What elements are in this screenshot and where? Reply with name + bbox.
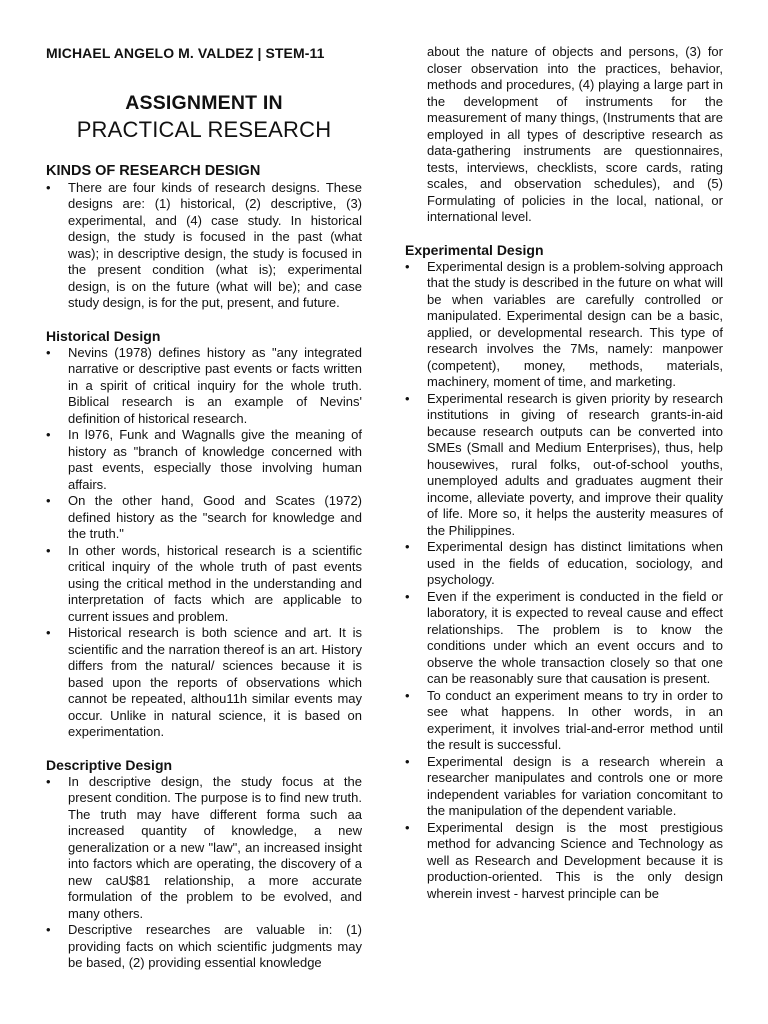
list-item: • Experimental design is a problem-solving approach that the study is described in the future on what will be when variables are carefully controlled or manipulated. Experimental design can be a basic, applied, or developmental research. This type of research involves the 7Ms, namely: manpower (competent), money, methods, materials, machinery, moment of time, and marketing. <box>405 259 723 391</box>
list-item: • Historical research is both science and art. It is scientific and the narration thereof is an art. History differs from the natural/ sciences because it is based upon the reports of observations which cannot be repeated, althou11h similar events may occur. Unlike in natural science, it is based on experimentation. <box>46 625 362 741</box>
descriptive-list <box>46 774 362 972</box>
list-item: • There are four kinds of research designs. These designs are: (1) historical, (2) descriptive, (3) experimental, and (4) case study. In historical design, the study is focused in the past (what was); in descriptive design, the study is focused in the present condition (what is); experimental design, is on the future (what will be); and case study design, is for the put, present, and future. <box>46 180 362 312</box>
descriptive-continuation: about the nature of objects and persons, (3) for closer observation into the practices, behavior, methods and procedures, (4) playing a large part in the development of instruments for the measurement of many things, (Instruments that are employed in all types of descriptive research as data-gathering instruments are questionnaires, tests, interviews, checklists, score cards, rating scales, and observation schedules), and (5) Formulating of policies in the local, national, or international level. <box>427 44 723 224</box>
left-body <box>46 163 362 972</box>
list-item: • Experimental design has distinct limitations when used in the fields of education, sociology, and psychology. <box>405 539 723 589</box>
list-item: • Nevins (1978) defines history as "any integrated narrative or descriptive past events or facts written in a spirit of critical inquiry for the whole truth. Biblical research is an example of Nevins' definition of historical research. <box>46 345 362 428</box>
kinds-list <box>46 180 362 312</box>
list-item: • To conduct an experiment means to try in order to see what happens. In other words, in an experiment, it involves trial-and-error method until the result is successful. <box>405 688 723 754</box>
list-item: • Even if the experiment is conducted in the field or laboratory, it is expected to reveal cause and effect relationships. The problem is to know the conditions under which an event occurs and to observe the whole transaction closely so that one can be reasonably sure that causation is present. <box>405 589 723 688</box>
page-title: ASSIGNMENT IN <box>125 92 283 114</box>
right-body <box>405 44 723 902</box>
list-item: • In descriptive design, the study focus at the present condition. The purpose is to find new truth. The truth may have different forma such aa increased quantity of knowledge, a new generalization or a new "law", an increased insight into factors which are operating, the discovery of a new caU$81 relationship, a more accurate formulation of the problem to be evolved, and many others. <box>46 774 362 923</box>
list-item: • On the other hand, Good and Scates (1972) defined history as the "search for knowledge and the truth." <box>46 493 362 543</box>
list-item: • Experimental design is the most prestigious method for advancing Science and Technology as well as Research and Development because it is production-oriented. This is the only design wherein invest - harvest principle can be <box>405 820 723 903</box>
author-line: MICHAEL ANGELO M. VALDEZ | STEM-11 <box>46 45 325 61</box>
experimental-list <box>405 259 723 903</box>
section-heading-historical: Historical Design <box>46 328 161 344</box>
list-item: • Descriptive researches are valuable in: (1) providing facts on which scientific judgments may be based, (2) providing essential knowledge <box>46 922 362 972</box>
page-subtitle: PRACTICAL RESEARCH <box>76 117 332 142</box>
list-item: • Experimental design is a research wherein a researcher manipulates and controls one or more independent variables for variation concomitant to the manipulation of the dependent variable. <box>405 754 723 820</box>
section-heading-experimental: Experimental Design <box>405 242 544 258</box>
section-heading-kinds: KINDS OF RESEARCH DESIGN <box>46 163 261 179</box>
historical-list <box>46 345 362 741</box>
section-heading-descriptive: Descriptive Design <box>46 757 173 773</box>
list-item: • Experimental research is given priority by research institutions in giving of research grants-in-aid because research outputs can be converted into SMEs (Small and Medium Enterprises), thus, help housewives, rural folks, out-of-school youths, unemployed adults and graduates augment their income, alleviate poverty, and improve their quality of life. More so, it helps the austerity measures of the Philippines. <box>405 391 723 540</box>
list-item: • In other words, historical research is a scientific critical inquiry of the whole truth of past events using the critical method in the understanding and interpretation of facts which are applicable to current issues and problem. <box>46 543 362 626</box>
list-item: • In l976, Funk and Wagnalls give the meaning of history as "branch of knowledge concerned with past events, especially those involving human affairs. <box>46 427 362 493</box>
